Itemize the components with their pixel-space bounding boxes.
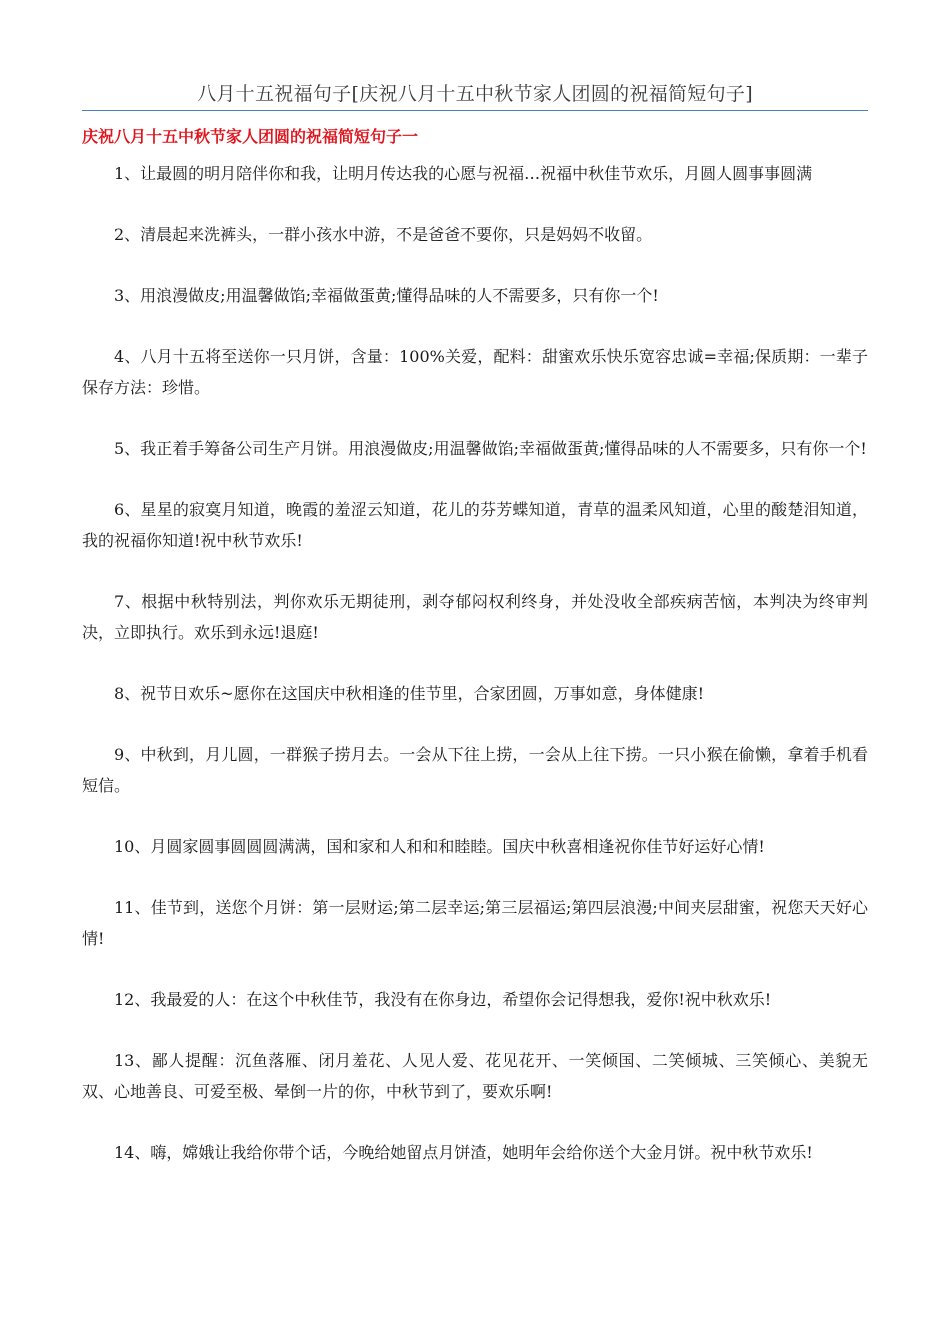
wish-list (82, 158, 868, 1198)
list-item: 10、月圆家圆事圆圆圆满满，国和家和人和和和睦睦。国庆中秋喜相逢祝你佳节好运好心情! (114, 837, 765, 856)
list-item: 11、佳节到，送您个月饼：第一层财运;第二层幸运;第三层福运;第四层浪漫;中间夹层甜蜜，祝您天天好心情! (82, 898, 868, 948)
list-item: 2、清晨起来洗裤头，一群小孩水中游，不是爸爸不要你，只是妈妈不收留。 (114, 225, 653, 244)
header-divider (82, 110, 868, 111)
list-item: 14、嗨，嫦娥让我给你带个话，今晚给她留点月饼渣，她明年会给你送个大金月饼。祝中秋节欢乐! (114, 1143, 813, 1162)
list-item: 1、让最圆的明月陪伴你和我，让明月传达我的心愿与祝福…祝福中秋佳节欢乐，月圆人圆事事圆满 (114, 164, 813, 183)
list-item: 9、中秋到，月儿圆，一群猴子捞月去。一会从下往上捞，一会从上往下捞。一只小猴在偷懒，拿着手机看短信。 (82, 745, 868, 795)
list-item: 5、我正着手筹备公司生产月饼。用浪漫做皮;用温馨做馅;幸福做蛋黄;懂得品味的人不需要多，只有你一个! (114, 439, 867, 458)
list-item: 7、根据中秋特别法，判你欢乐无期徒刑，剥夺郁闷权利终身，并处没收全部疾病苦恼，本判决为终审判决，立即执行。欢乐到永远!退庭! (82, 592, 868, 642)
section-heading: 庆祝八月十五中秋节家人团圆的祝福简短句子一 (82, 127, 419, 146)
list-item: 3、用浪漫做皮;用温馨做馅;幸福做蛋黄;懂得品味的人不需要多，只有你一个! (114, 286, 659, 305)
list-item: 4、八月十五将至送你一只月饼，含量：100%关爱，配料：甜蜜欢乐快乐宽容忠诚=幸福;保质期：一辈子保存方法：珍惜。 (82, 347, 868, 397)
document-header-title: 八月十五祝福句子[庆祝八月十五中秋节家人团圆的祝福简短句子] (197, 83, 753, 105)
list-item: 12、我最爱的人：在这个中秋佳节，我没有在你身边，希望你会记得想我，爱你!祝中秋欢乐! (114, 990, 772, 1009)
list-item: 6、星星的寂寞月知道，晚霞的羞涩云知道，花儿的芬芳蝶知道，青草的温柔风知道，心里的酸楚泪知道，我的祝福你知道!祝中秋节欢乐! (82, 500, 868, 550)
list-item: 13、鄙人提醒：沉鱼落雁、闭月羞花、人见人爱、花见花开、一笑倾国、二笑倾城、三笑倾心、美貌无双、心地善良、可爱至极、晕倒一片的你，中秋节到了，要欢乐啊! (82, 1051, 868, 1101)
list-item: 8、祝节日欢乐~愿你在这国庆中秋相逢的佳节里，合家团圆，万事如意，身体健康! (114, 684, 705, 703)
